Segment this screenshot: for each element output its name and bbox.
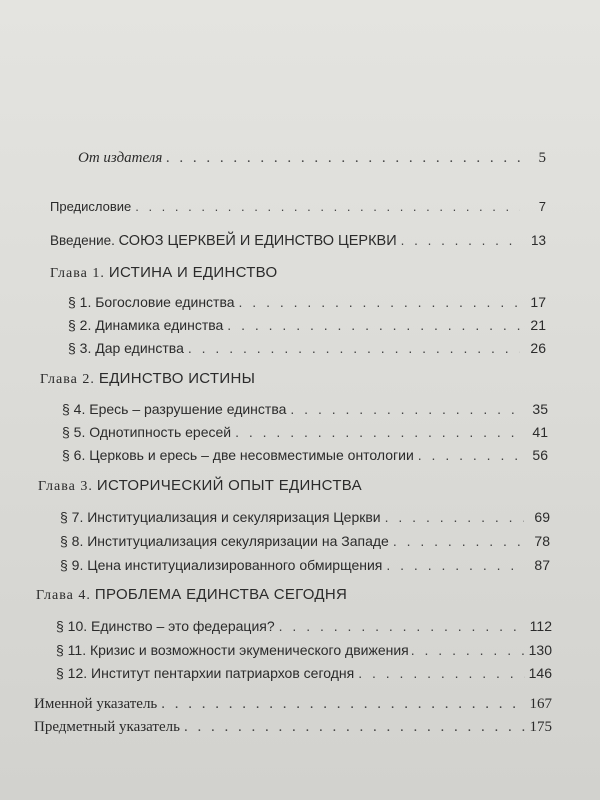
- chapter-heading-3: [38, 477, 362, 495]
- toc-title: § 8. Институциализация секуляризации на Западе: [60, 533, 389, 549]
- toc-page-number: 56: [532, 447, 548, 463]
- chapter-heading-1: [50, 264, 277, 282]
- dot-leader: [239, 294, 520, 310]
- intro-title: СОЮЗ ЦЕРКВЕЙ И ЕДИНСТВО ЦЕРКВИ: [118, 233, 397, 249]
- toc-title: [50, 233, 397, 249]
- toc-page-number: 7: [538, 199, 546, 214]
- dot-leader: [227, 317, 520, 333]
- toc-entry-subject-index: [34, 719, 552, 736]
- dot-leader: [411, 642, 527, 658]
- toc-title: Предметный указатель: [34, 719, 180, 735]
- chapter-title: ПРОБЛЕМА ЕДИНСТВА СЕГОДНЯ: [94, 586, 348, 603]
- dot-leader: [235, 424, 522, 440]
- dot-leader: [279, 618, 526, 634]
- dot-leader: [418, 447, 522, 463]
- toc-title: Предисловие: [50, 199, 132, 214]
- toc-title: § 1. Богословие единства: [68, 294, 235, 310]
- toc-page-number: 35: [532, 401, 548, 417]
- toc-page-number: 78: [534, 533, 550, 549]
- dot-leader: [393, 533, 524, 549]
- toc-page-number: 17: [530, 294, 546, 310]
- chapter-title: ЕДИНСТВО ИСТИНЫ: [98, 370, 256, 387]
- toc-page-number: 69: [534, 509, 550, 525]
- chapter-title: ИСТИНА И ЕДИНСТВО: [108, 264, 278, 281]
- toc-page-number: 5: [538, 150, 546, 166]
- dot-leader: [188, 340, 520, 356]
- toc-title: § 4. Ересь – разрушение единства: [62, 401, 287, 417]
- toc-entry: [60, 509, 550, 525]
- toc-page-number: 26: [530, 340, 546, 356]
- chapter-label: Глава 2.: [40, 372, 95, 387]
- toc-entry: [62, 447, 548, 463]
- toc-entry: [68, 294, 546, 310]
- intro-label: Введение.: [50, 233, 115, 248]
- toc-title: § 7. Институциализация и секуляризация Церкви: [60, 509, 381, 525]
- chapter-title: ИСТОРИЧЕСКИЙ ОПЫТ ЕДИНСТВА: [96, 477, 362, 494]
- toc-entry: [62, 424, 548, 440]
- dot-leader: [135, 199, 520, 214]
- toc-entry: [62, 401, 548, 417]
- toc-title: § 11. Кризис и возможности экуменического движения: [56, 642, 409, 658]
- toc-title: § 6. Церковь и ересь – две несовместимые онтологии: [62, 447, 414, 463]
- toc-title: § 9. Цена институциализированного обмирщения: [60, 557, 383, 573]
- toc-entry: [60, 533, 550, 549]
- toc-entry: [60, 557, 550, 573]
- toc-title: § 3. Дар единства: [68, 340, 184, 356]
- toc-page-number: 112: [529, 618, 552, 634]
- toc-entry: [68, 340, 546, 356]
- chapter-heading-4: [36, 586, 347, 604]
- toc-title: § 10. Единство – это федерация?: [56, 618, 275, 634]
- dot-leader: [184, 719, 526, 736]
- dot-leader: [386, 557, 524, 573]
- toc-title: § 12. Институт пентархии патриархов сегодня: [56, 665, 355, 681]
- toc-entry: [56, 642, 552, 658]
- dot-leader: [358, 665, 524, 681]
- toc-page-number: 146: [528, 665, 552, 681]
- dot-leader: [385, 509, 524, 525]
- toc-entry: [56, 665, 552, 681]
- toc-page-number: 13: [530, 233, 546, 248]
- toc-title: Именной указатель: [34, 696, 158, 712]
- toc-page-number: 130: [528, 642, 552, 658]
- chapter-label: Глава 4.: [36, 588, 91, 603]
- toc-page-number: 167: [529, 696, 552, 712]
- chapter-label: Глава 1.: [50, 266, 105, 281]
- toc-page-number: 21: [530, 317, 546, 333]
- toc-title: § 5. Однотипность ересей: [62, 424, 232, 440]
- toc-entry-preface: [50, 199, 546, 214]
- toc-page-number: 175: [529, 719, 552, 735]
- toc-title: От издателя: [78, 150, 163, 166]
- toc-entry: [68, 317, 546, 333]
- dot-leader: [161, 696, 525, 713]
- dot-leader: [401, 233, 520, 248]
- dot-leader: [290, 401, 522, 417]
- toc-page-number: 41: [532, 424, 548, 440]
- toc-entry-intro: [50, 233, 546, 249]
- toc-page-number: 87: [534, 557, 550, 573]
- chapter-heading-2: [40, 370, 255, 388]
- toc-entry-publisher: [78, 150, 546, 167]
- toc-title: § 2. Динамика единства: [68, 317, 224, 333]
- toc-entry-name-index: [34, 696, 552, 713]
- chapter-label: Глава 3.: [38, 479, 93, 494]
- toc-entry: [56, 618, 552, 634]
- dot-leader: [166, 150, 520, 167]
